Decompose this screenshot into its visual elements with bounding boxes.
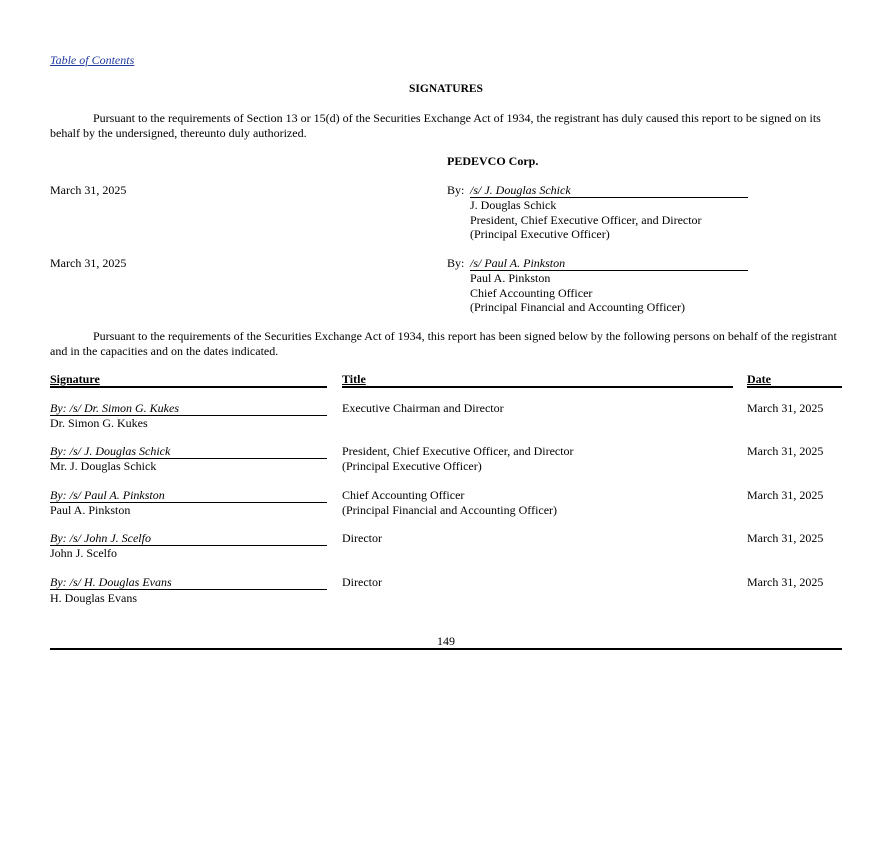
header-rule — [747, 386, 842, 388]
table-row-signature: By: /s/ Dr. Simon G. Kukes — [50, 401, 179, 415]
second-paragraph: Pursuant to the requirements of the Securities Exchange Act of 1934, this report has been signed below by the following persons on behalf of the registrant and in the capacities and on the dates indicated. — [50, 329, 837, 358]
table-row-date: March 31, 2025 — [747, 488, 824, 502]
header-title: Title — [342, 372, 366, 386]
title-line: Executive Chairman and Director — [342, 401, 504, 415]
header-rule — [342, 386, 733, 388]
signature-schick: /s/ J. Douglas Schick — [470, 183, 571, 197]
header-signature: Signature — [50, 372, 100, 386]
signer-name: J. Douglas Schick — [470, 198, 557, 212]
signer-title: Chief Accounting Officer — [470, 285, 593, 300]
signature-date: March 31, 2025 — [50, 183, 127, 197]
table-row-date: March 31, 2025 — [747, 575, 824, 589]
table-row-name: H. Douglas Evans — [50, 591, 137, 605]
page-title: SIGNATURES — [409, 83, 483, 95]
signer-role: (Principal Financial and Accounting Officer) — [470, 300, 686, 314]
signer-details — [470, 198, 702, 242]
title-line: Chief Accounting Officer — [342, 488, 465, 502]
table-row-title — [342, 444, 574, 473]
signer-name: Paul A. Pinkston — [470, 271, 551, 285]
title-line: (Principal Financial and Accounting Officer) — [342, 502, 558, 517]
table-row-name: Paul A. Pinkston — [50, 503, 131, 517]
signature-pinkston: /s/ Paul A. Pinkston — [470, 256, 566, 270]
signer-details — [470, 271, 685, 315]
by-label: By: — [447, 183, 465, 197]
table-row-date: March 31, 2025 — [747, 531, 824, 545]
title-line: (Principal Executive Officer) — [342, 458, 482, 473]
by-label: By: — [447, 256, 465, 270]
table-row-date: March 31, 2025 — [747, 401, 824, 415]
signer-title: President, Chief Executive Officer, and Director — [470, 212, 702, 227]
header-date: Date — [747, 372, 771, 386]
page-footer-rule — [50, 648, 842, 650]
table-of-contents-link[interactable]: Table of Contents — [50, 53, 135, 67]
header-rule — [50, 386, 327, 388]
table-row-title — [342, 575, 382, 590]
signer-role: (Principal Executive Officer) — [470, 227, 610, 241]
table-row-name: John J. Scelfo — [50, 546, 117, 560]
table-row-title — [342, 401, 504, 416]
page-number: 149 — [437, 634, 455, 648]
table-row-signature: By: /s/ Paul A. Pinkston — [50, 488, 165, 502]
table-row-date: March 31, 2025 — [747, 444, 824, 458]
company-name: PEDEVCO Corp. — [447, 154, 539, 168]
title-line: Director — [342, 531, 382, 545]
title-line: Director — [342, 575, 382, 589]
title-line: President, Chief Executive Officer, and Director — [342, 444, 574, 458]
table-row-name: Mr. J. Douglas Schick — [50, 459, 157, 473]
table-row-title — [342, 531, 382, 546]
table-row-signature: By: /s/ H. Douglas Evans — [50, 575, 172, 589]
table-row-signature: By: /s/ John J. Scelfo — [50, 531, 151, 545]
table-row-title — [342, 488, 557, 517]
table-row-signature: By: /s/ J. Douglas Schick — [50, 444, 171, 458]
signature-line — [50, 589, 327, 590]
intro-paragraph: Pursuant to the requirements of Section 13 or 15(d) of the Securities Exchange Act of 1934, the registrant has duly caused this report to be signed on its behalf by the undersigned, thereunto duly authorized. — [50, 111, 821, 140]
signature-date: March 31, 2025 — [50, 256, 127, 270]
table-row-name: Dr. Simon G. Kukes — [50, 416, 148, 430]
